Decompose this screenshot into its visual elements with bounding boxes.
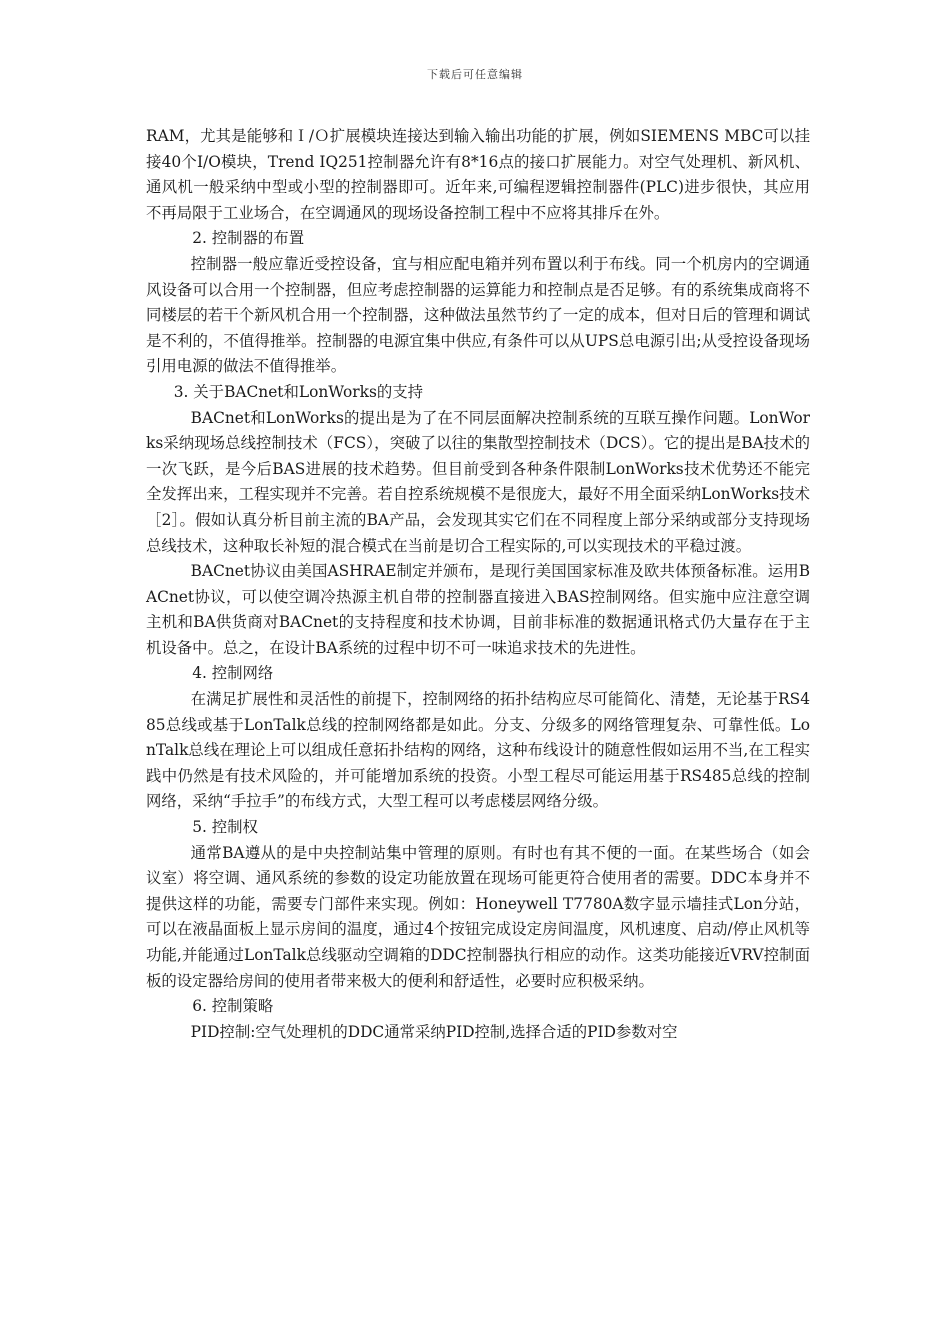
paragraph-pid-control: PID控制:空气处理机的DDC通常采纳PID控制,选择合适的PID参数对空 [190,1022,678,1041]
paragraph-control-network: 在满足扩展性和灵活性的前提下，控制网络的拓扑结构应尽可能简化、清楚，无论基于RS485总线或基于LonTalk总线的控制网络都是如此。分支、分级多的网络管理复杂、可靠性低。LonTalk总线在理论上可以组成任意拓扑结构的网络，这种布线设计的随意性假如运用不当,在工程实践中仍然是有技术风险的，并可能增加系统的投资。小型工程尽可能运用基于RS485总线的控制网络，采纳“手拉手”的布线方式，大型工程可以考虑楼层网络分级。 [146,690,810,811]
page-header: 下载后可任意编辑 [427,68,523,81]
paragraph-lonworks: BACnet和LonWorks的提出是为了在不同层面解决控制系统的互联互操作问题。LonWorks采纳现场总线控制技术（FCS），突破了以往的集散型控制技术（DCS）。它的提出是BA技术的一次飞跃，是今后BAS进展的技术趋势。但目前受到各种条件限制LonWorks技术优势还不能完全发挥出来，工程实现并不完善。若自控系统规模不是很庞大，最好不用全面采纳LonWorks技术［2］。假如认真分析目前主流的BA产品，会发现其实它们在不同程度上部分采纳或部分支持现场总线技术，这种取长补短的混合模式在当前是切合工程实际的,可以实现技术的平稳过渡。 [146,408,810,555]
document-body [146,124,810,1045]
paragraph-bacnet: BACnet协议由美国ASHRAE制定并颁布，是现行美国国家标准及欧共体预备标准。运用BACnet协议，可以使空调冷热源主机自带的控制器直接进入BAS控制网络。但实施中应注意空调主机和BA供货商对BACnet的支持程度和技术协调，目前非标准的数据通讯格式仍大量存在于主机设备中。总之，在设计BA系统的过程中切不可一味追求技术的先进性。 [146,562,810,657]
section-heading-controller-layout: 2. 控制器的布置 [192,229,305,248]
paragraph-controller-capacity: RAM，尤其是能够和Ｉ/Ｏ扩展模块连接达到输入输出功能的扩展，例如SIEMENS MBC可以挂接40个I/O模块，Trend IQ251控制器允许有8*16点的接口扩展能力。对空气处理机、新风机、通风机一般采纳中型或小型的控制器即可。近年来,可编程逻辑控制器件(PLC)进步很快，其应用不再局限于工业场合，在空调通风的现场设备控制工程中不应将其排斥在外。 [146,127,810,222]
section-heading-bacnet-lonworks: 3. 关于BACnet和LonWorks的支持 [173,382,424,401]
section-heading-control-network: 4. 控制网络 [192,664,274,683]
section-heading-control-strategy: 6. 控制策略 [192,997,274,1016]
paragraph-controller-layout: 控制器一般应靠近受控设备，宜与相应配电箱并列布置以利于布线。同一个机房内的空调通风设备可以合用一个控制器，但应考虑控制器的运算能力和控制点是否足够。有的系统集成商将不同楼层的若干个新风机合用一个控制器，这种做法虽然节约了一定的成本，但对日后的管理和调试是不利的，不值得推举。控制器的电源宜集中供应,有条件可以从UPS总电源引出;从受控设备现场引用电源的做法不值得推举。 [146,254,810,376]
paragraph-control-authority: 通常BA遵从的是中央控制站集中管理的原则。有时也有其不便的一面。在某些场合（如会议室）将空调、通风系统的参数的设定功能放置在现场可能更符合使用者的需要。DDC本身并不提供这样的功能，需要专门部件来实现。例如：Honeywell T7780A数字显示墙挂式Lon分站，可以在液晶面板上显示房间的温度，通过4个按钮完成设定房间温度，风机速度、启动/停止风机等功能,并能通过LonTalk总线驱动空调箱的DDC控制器执行相应的动作。这类功能接近VRV控制面板的设定器给房间的使用者带来极大的便利和舒适性，必要时应积极采纳。 [146,843,810,990]
section-heading-control-authority: 5. 控制权 [192,818,258,837]
